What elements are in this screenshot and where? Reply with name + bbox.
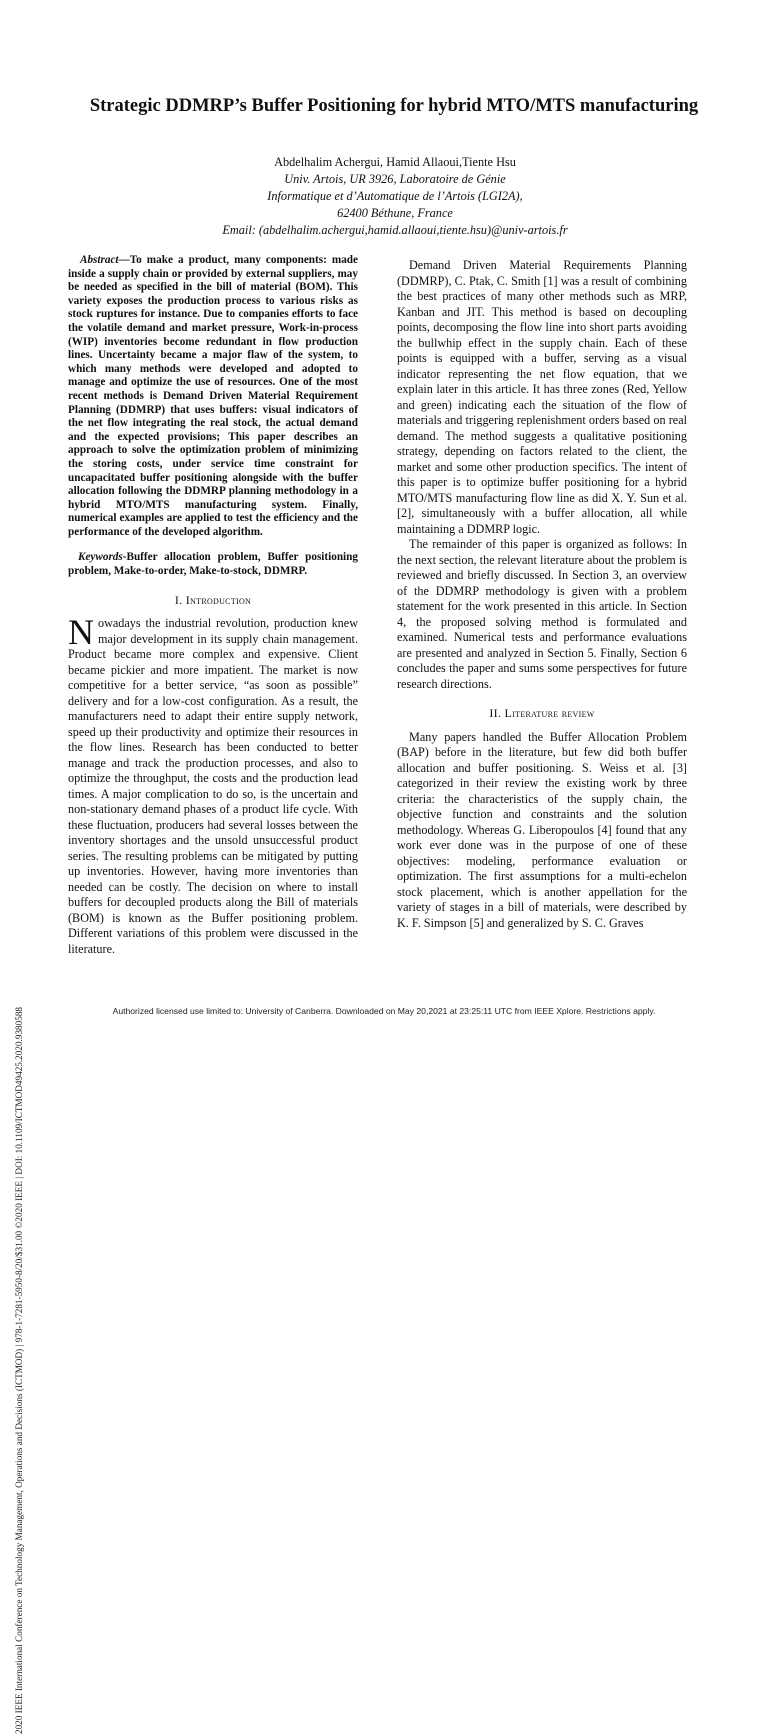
introduction-paragraph [68, 612, 358, 957]
abstract-lead: Abstract [80, 254, 119, 266]
license-footer: Authorized licensed use limited to: University of Canberra. Downloaded on May 20,2021 at 23:25:11 UTC from IEEE Xplore. Restrictions apply. [112, 1006, 656, 1016]
abstract-text: —To make a product, many components: made inside a supply chain or provided by external suppliers, may be needed as specified in the bill of material (BOM). This variety exposes the production process to various risks as stock ruptures for instance. Due to companies efforts to face the volatile demand and market pressure, Work-in-process (WIP) inventories become redundant in flow production lines. Uncertainty became a major flaw of the system, to which many methods were developed and adopted to manage and optimize the use of resources. One of the most recent methods is Demand Driven Material Requirement Planning (DDMRP) that uses buffers: visual indicators of the net flow integrating the real stock, the actual demand and the expected provisions; This paper describes an approach to solve the optimization problem of minimizing the storing costs, under service time constraint for uncapacitated buffer positioning alongside with the buffer allocation following the DDMRP planning methodology in a hybrid MTO/MTS manufacturing system. Finally, numerical examples are applied to test the efficiency and the performance of the developed algorithm. [68, 254, 358, 538]
paper-title: Strategic DDMRP’s Buffer Positioning for hybrid MTO/MTS manufacturing [89, 96, 699, 116]
abstract [68, 254, 358, 539]
author-email: Email: (abdelhalim.achergui,hamid.allaoui,tiente.hsu)@univ-artois.fr [222, 223, 568, 237]
right-column [397, 258, 687, 931]
drop-cap: N [68, 612, 94, 653]
keywords [68, 551, 358, 578]
introduction-text: owadays the industrial revolution, production knew major development in its supply chain management. Product became more complex and expensive. Client became pickier and more impatient. The market is now competitive for a better service, “as soon as possible” delivery and for a low-cost configuration. As a result, the manufacturers need to adapt their entire supply network, speed up their productivity and optimize their resources in the flow lines. Research has been conducted to better manage and track the production processes, and also to optimize the throughput, the costs and the production lead times. A major complication to do so, is the uncertain and non-stationary demand phases of a product life cycle. With these fluctuation, producers had several losses between the inventory shortages and the unsold unsuccessful product series. The resulting problems can be mitigated by putting up inventories. However, having more inventories than needed can be costly. The decision on where to install buffers for decoupled products along the Bill of materials (BOM) is known as the Buffer positioning problem. Different variations of this problem were discussed in the literature. [68, 616, 358, 956]
section-heading-introduction: I. Introduction [174, 592, 252, 607]
section-heading-literature-review: II. Literature review [489, 706, 595, 720]
left-column [68, 254, 358, 957]
body-paragraph-literature: Many papers handled the Buffer Allocation Problem (BAP) before in the literature, but few did both buffer allocation and buffer positioning. S. Weiss et al. [3] categorized in their review the existing work by three criteria: the characteristics of the supply chain, the objective function and constraints and the solution methodology. Whereas G. Liberopoulos [4] found that any work ever done was in the purpose of one of these objectives: modeling, performance evaluation or optimization. The first assumptions for a multi-echelon stock placement, which is another appellation for the variety of stages in a bill of materials, were described by K. F. Simpson [5] and generalized by S. C. Graves [397, 729, 687, 930]
keywords-lead: Keywords [78, 551, 123, 564]
affiliation-line-1: Univ. Artois, UR 3926, Laboratoire de Génie [284, 172, 506, 186]
affiliation-line-3: 62400 Béthune, France [337, 206, 453, 220]
keywords-text: -Buffer allocation problem, Buffer positioning problem, Make-to-order, Make-to-stock, DDMRP. [68, 551, 358, 578]
body-paragraph-organization: The remainder of this paper is organized as follows: In the next section, the relevant literature about the problem is reviewed and briefly discussed. In Section 3, an overview of the DDMRP methodology is given with a problem statement for the work presented in this article. In Section 4, the proposed solving method is formulated and examined. Numerical tests and performance evaluations are presented and analyzed in Section 5. Finally, Section 6 concludes the paper and sums some perspectives for future research directions. [397, 537, 687, 691]
author-block [160, 154, 630, 239]
author-names: Abdelhalim Achergui, Hamid Allaoui,Tiente Hsu [274, 155, 516, 169]
copyright-side-strip [8, 100, 26, 1734]
affiliation-line-2: Informatique et d’Automatique de l’Artois (LGI2A), [267, 189, 523, 203]
copyright-side-text: 2020 IEEE International Conference on Technology Management, Operations and Decisions (ICTMOD) | 978-1-7281-5950-8/20/$31.00 ©2020 IEEE | DOI: 10.1109/ICTMOD49425.2020.9380588 [14, 1006, 24, 1734]
body-paragraph-ddmrp: Demand Driven Material Requirements Planning (DDMRP), C. Ptak, C. Smith [1] was a result of combining the best practices of many other methods such as MRP, Kanban and JIT. This method is based on decoupling points, decomposing the flow line into short parts avoiding the bullwhip effect in the supply chain. Each of these points is equipped with a buffer, serving as a visual indicator representing the net flow equation, that we explain later in this article. It has three zones (Red, Yellow and green) indicating each the situation of the flow of materials and triggering replenishment orders based on real demand. The method suggests a qualitative positioning strategy, depending on factors related to the client, the market and some other production specifics. The intent of this paper is to optimize buffer positioning for a hybrid MTO/MTS manufacturing flow line as did X. Y. Sun et al. [2], simultaneously with a buffer allocation, all while maintaining a DDMRP logic. [397, 258, 687, 536]
